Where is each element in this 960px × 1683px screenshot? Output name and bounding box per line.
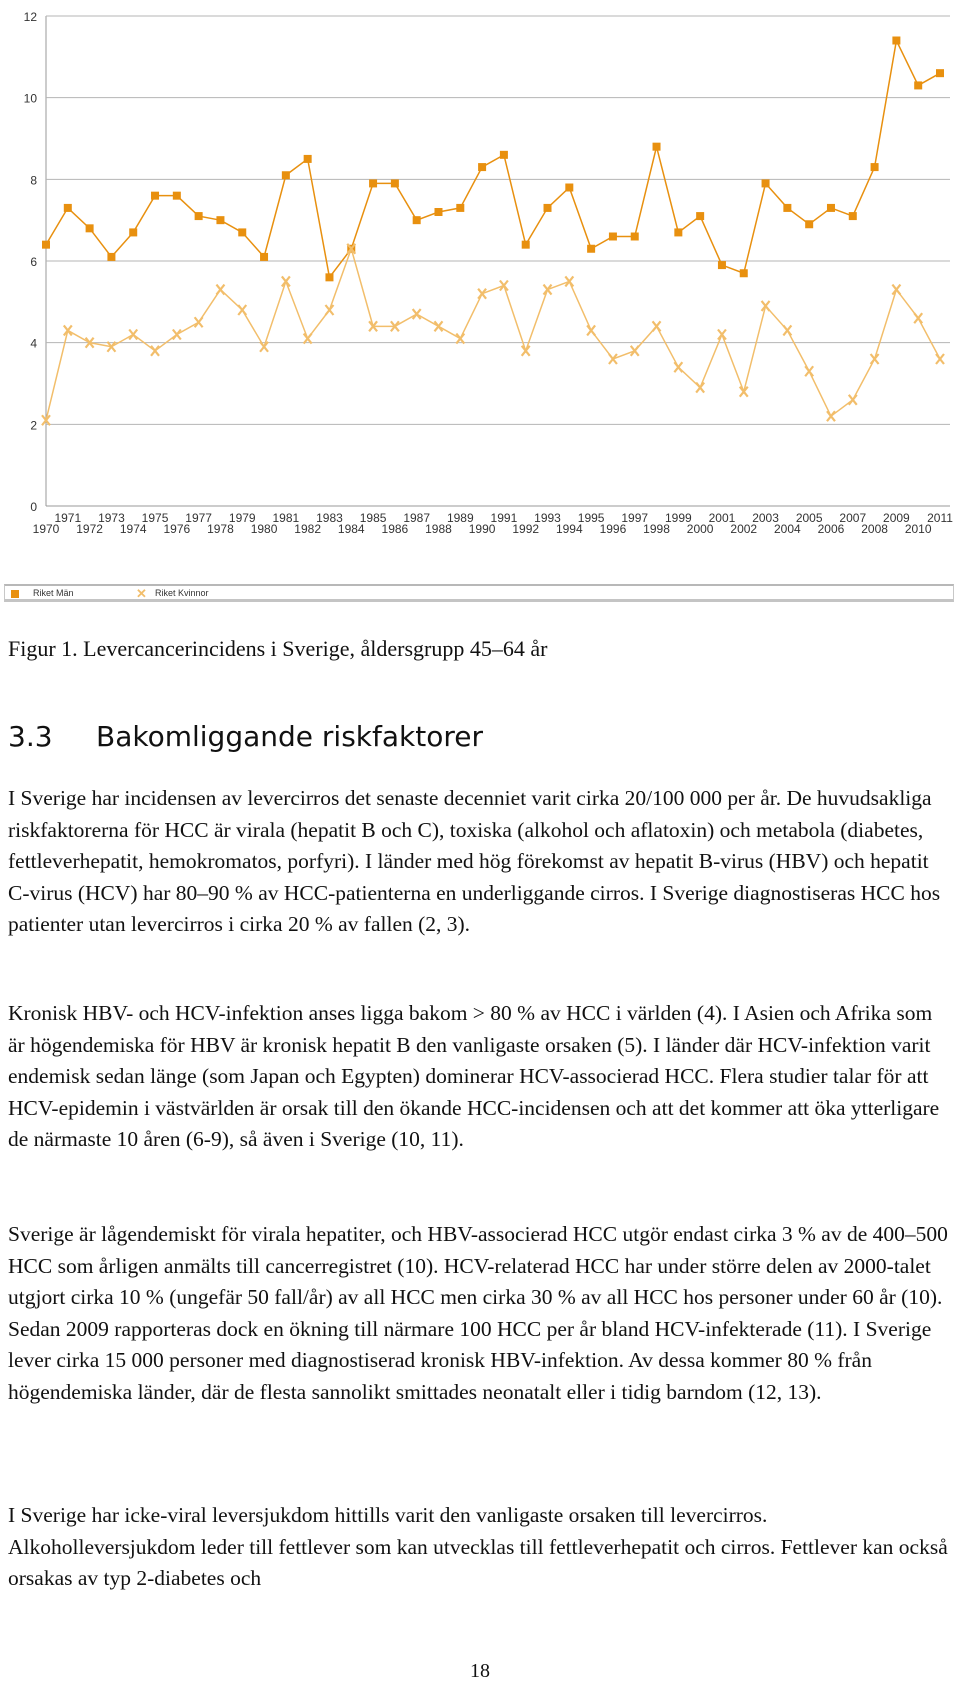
chart-series xyxy=(42,37,944,426)
women-data-point xyxy=(914,313,922,323)
women-data-point xyxy=(740,387,748,397)
x-tick-label: 2007 xyxy=(839,511,867,525)
x-tick-label: 1997 xyxy=(621,511,649,525)
men-data-point xyxy=(500,151,508,159)
legend-women-x-marker: ✕ xyxy=(136,586,147,601)
men-data-point xyxy=(762,179,770,187)
men-data-point xyxy=(238,228,246,236)
paragraph-2: Kronisk HBV- och HCV-infektion anses ligga bakom > 80 % av HCC i världen (4). I Asien och Afrika som är högendemiska för HBV är kronisk hepatit B den vanligaste orsaken (5). I länder där HCV-infektion varit endemisk sedan länge (som Japan och Egypten) dominerar HCV-associerad HCC. Flera studier talar för att HCV-epidemin i västvärlden är orsak till den ökande HCC-incidensen och att det kommer att öka ytterligare de närmaste 10 åren (6-9), så även i Sverige (10, 11). xyxy=(8,1001,940,1151)
men-data-point xyxy=(674,228,682,236)
men-data-point xyxy=(107,253,115,261)
men-data-point xyxy=(827,204,835,212)
men-data-point xyxy=(64,204,72,212)
men-data-point xyxy=(936,69,944,77)
page-number: 18 xyxy=(470,1660,490,1682)
series-line-0 xyxy=(46,41,940,278)
men-data-point xyxy=(849,212,857,220)
women-data-point xyxy=(565,276,573,286)
men-data-point xyxy=(653,143,661,151)
y-tick-label: 0 xyxy=(30,500,37,514)
x-tick-label: 2010 xyxy=(904,522,932,536)
legend-men-label: Riket Män xyxy=(33,588,74,598)
men-data-point xyxy=(304,155,312,163)
x-tick-label: 1981 xyxy=(272,511,300,525)
women-data-point xyxy=(936,354,944,364)
women-data-point xyxy=(500,281,508,291)
x-tick-label: 1976 xyxy=(163,522,191,536)
women-data-point xyxy=(304,334,312,344)
women-data-point xyxy=(674,362,682,372)
x-tick-label: 1971 xyxy=(54,511,82,525)
women-data-point xyxy=(64,325,72,335)
x-tick-label: 1988 xyxy=(425,522,452,536)
women-data-point xyxy=(195,317,203,327)
women-data-point xyxy=(609,354,617,364)
x-tick-label: 1979 xyxy=(228,511,256,525)
men-data-point xyxy=(456,204,464,212)
women-data-point xyxy=(478,289,486,299)
x-tick-label: 2006 xyxy=(817,522,845,536)
men-data-point xyxy=(718,261,726,269)
x-tick-label: 1987 xyxy=(403,511,431,525)
women-data-point xyxy=(849,395,857,405)
men-data-point xyxy=(216,216,224,224)
women-data-point xyxy=(260,342,268,352)
chart-gridlines xyxy=(46,16,950,506)
y-tick-label: 4 xyxy=(30,336,37,351)
men-data-point xyxy=(609,233,617,241)
x-tick-label: 1974 xyxy=(119,522,147,536)
x-tick-label: 2001 xyxy=(708,511,736,525)
men-data-point xyxy=(696,212,704,220)
x-tick-label: 1996 xyxy=(599,522,627,536)
men-data-point xyxy=(565,184,573,192)
x-tick-label: 2000 xyxy=(686,522,714,536)
chart-legend xyxy=(4,584,954,602)
women-data-point xyxy=(805,366,813,376)
y-tick-label: 2 xyxy=(30,418,37,433)
x-tick-label: 2009 xyxy=(883,511,910,525)
women-data-point xyxy=(456,334,464,344)
women-data-point xyxy=(544,285,552,295)
men-data-point xyxy=(805,220,813,228)
x-axis-ticks xyxy=(33,511,954,536)
men-data-point xyxy=(892,37,900,45)
x-tick-label: 2005 xyxy=(795,511,823,525)
y-tick-label: 6 xyxy=(30,255,37,269)
women-data-point xyxy=(434,321,442,331)
x-tick-label: 1994 xyxy=(555,522,583,536)
y-axis-ticks xyxy=(24,10,38,514)
x-tick-label: 1993 xyxy=(534,511,561,525)
women-data-point xyxy=(216,285,224,295)
men-data-point xyxy=(522,241,530,249)
x-tick-label: 1980 xyxy=(250,522,278,536)
women-data-point xyxy=(238,305,246,315)
women-data-point xyxy=(413,309,421,319)
series-line-1 xyxy=(46,249,940,421)
women-data-point xyxy=(173,330,181,340)
x-tick-label: 1990 xyxy=(468,522,496,536)
men-data-point xyxy=(478,163,486,171)
men-data-point xyxy=(369,179,377,187)
men-data-point xyxy=(871,163,879,171)
x-tick-label: 1982 xyxy=(294,522,322,536)
section-heading xyxy=(8,720,483,753)
women-data-point xyxy=(631,346,639,356)
men-data-point xyxy=(260,253,268,261)
x-tick-label: 1995 xyxy=(577,511,605,525)
x-tick-label: 1991 xyxy=(490,511,518,525)
x-tick-label: 1984 xyxy=(337,522,365,536)
x-tick-label: 1992 xyxy=(512,522,540,536)
men-data-point xyxy=(195,212,203,220)
women-data-point xyxy=(151,346,159,356)
men-data-point xyxy=(740,269,748,277)
men-data-point xyxy=(391,179,399,187)
women-data-point xyxy=(325,305,333,315)
women-data-point xyxy=(718,330,726,340)
men-data-point xyxy=(413,216,421,224)
x-tick-label: 1970 xyxy=(32,522,60,536)
y-tick-label: 8 xyxy=(30,173,37,188)
x-tick-label: 1986 xyxy=(381,522,409,536)
x-tick-label: 1972 xyxy=(76,522,103,536)
men-data-point xyxy=(325,273,333,281)
x-tick-label: 1975 xyxy=(141,511,169,525)
x-tick-label: 1999 xyxy=(664,511,692,525)
men-data-point xyxy=(86,224,94,232)
x-tick-label: 1989 xyxy=(446,511,474,525)
women-data-point xyxy=(783,325,791,335)
x-tick-label: 2008 xyxy=(861,522,888,536)
men-data-point xyxy=(434,208,442,216)
men-data-point xyxy=(282,171,290,179)
figure-caption: Figur 1. Levercancerincidens i Sverige, åldersgrupp 45–64 år xyxy=(8,636,548,661)
women-data-point xyxy=(129,330,137,340)
women-data-point xyxy=(696,383,704,393)
section-title: Bakomliggande riskfaktorer xyxy=(96,720,483,753)
x-tick-label: 1973 xyxy=(98,511,125,525)
x-tick-label: 2002 xyxy=(730,522,758,536)
men-data-point xyxy=(129,228,137,236)
men-data-point xyxy=(42,241,50,249)
x-tick-label: 2011 xyxy=(927,511,953,525)
x-tick-label: 1998 xyxy=(643,522,670,536)
women-data-point xyxy=(871,354,879,364)
paragraph-1: I Sverige har incidensen av levercirros det senaste decenniet varit cirka 20/100 000 per år. De huvudsakliga riskfaktorerna för HCC är virala (hepatit B och C), toxiska (alkohol och aflatoxin) och metabola (diabetes, fettleverhepatit, hemokromatos, porfyri). I länder med hög förekomst av hepatit B-virus (HBV) och hepatit C-virus (HCV) har 80–90 % av HCC-patienterna en underliggande cirros. I Sverige diagnostiseras HCC hos patienter utan levercirros i cirka 20 % av fallen (2, 3). xyxy=(8,786,941,936)
paragraph-4: I Sverige har icke-viral leversjukdom hittills varit den vanligaste orsaken till levercirros. Alkoholleversjukdom leder till fettlever som kan utvecklas till fettleverhepatit och cirros. Fettlever kan också orsakas av typ 2-diabetes och xyxy=(8,1503,948,1590)
men-data-point xyxy=(914,81,922,89)
women-data-point xyxy=(827,411,835,421)
x-tick-label: 2003 xyxy=(752,511,779,525)
women-data-point xyxy=(762,301,770,311)
x-tick-label: 2004 xyxy=(774,522,801,536)
x-tick-label: 1977 xyxy=(185,511,212,525)
section-number: 3.3 xyxy=(8,720,53,753)
women-data-point xyxy=(892,285,900,295)
men-data-point xyxy=(151,192,159,200)
women-data-point xyxy=(653,321,661,331)
women-data-point xyxy=(282,276,290,286)
women-data-point xyxy=(522,346,530,356)
men-data-point xyxy=(587,245,595,253)
men-data-point xyxy=(783,204,791,212)
legend-women-label: Riket Kvinnor xyxy=(155,588,209,598)
x-tick-label: 1978 xyxy=(207,522,234,536)
incidence-line-chart xyxy=(0,0,960,560)
men-data-point xyxy=(544,204,552,212)
men-data-point xyxy=(631,233,639,241)
paragraph-3: Sverige är lågendemiskt för virala hepatiter, och HBV-associerad HCC utgör endast cirka 3 % av de 400–500 HCC som årligen anmälts till cancerregistret (10). HCV-relaterad HCC har under större delen av 2000-talet utgjort cirka 10 % (ungefär 50 fall/år) av all HCC men cirka 30 % av all HCC hos personer under 60 år (10). Sedan 2009 rapporteras dock en ökning till närmare 100 HCC per år bland HCV-infekterade (11). I Sverige lever cirka 15 000 personer med diagnostiserad kronisk HBV-infektion. Av dessa kommer 80 % från högendemiska länder, där de flesta sannolikt smittades neonatalt eller i tidig barndom (12, 13). xyxy=(8,1222,948,1404)
women-data-point xyxy=(587,325,595,335)
x-tick-label: 1983 xyxy=(316,511,343,525)
y-tick-label: 10 xyxy=(23,91,37,106)
x-tick-label: 1985 xyxy=(359,511,387,525)
y-tick-label: 12 xyxy=(23,10,37,24)
men-data-point xyxy=(173,192,181,200)
legend-men-square-marker xyxy=(11,590,19,598)
